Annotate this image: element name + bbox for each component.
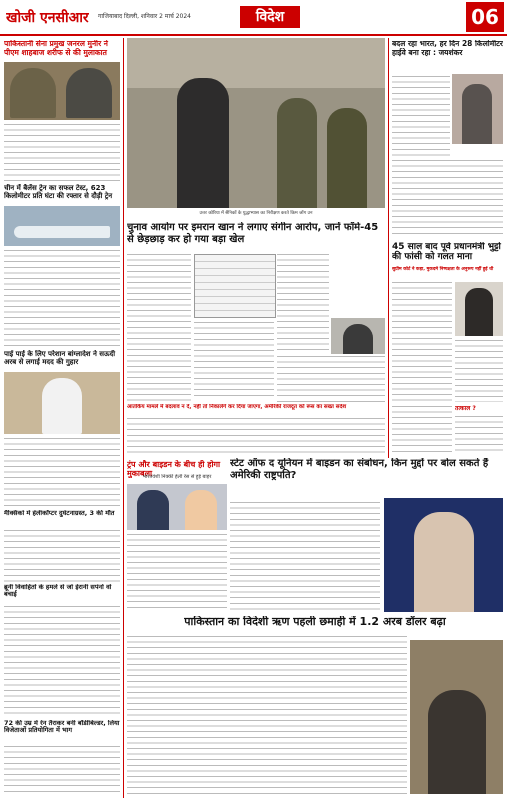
pak-debt-headline: पाकिस्तान का विदेशी ऋण पहली छमाही में 1.2 अरब डॉलर बढ़ा: [184, 616, 446, 628]
jaishankar-headline: बदल रहा भारत, हर दिन 28 किलोमीटर हाईवे बना रहा : जयशंकर: [392, 40, 503, 57]
story2-headline: चीन में बैलेंस ट्रेन का सफल टेस्ट, 623 किलोमीटर प्रति घंटा की रफ्तार से दौड़ी ट्रेन: [4, 184, 113, 201]
story4-body: [4, 528, 120, 582]
train-photo: [4, 206, 120, 246]
biden-photo: [384, 498, 503, 612]
jaishankar-body-1: [392, 74, 450, 156]
story1-photo: [4, 62, 120, 120]
imran-body-col1: [127, 252, 191, 402]
person-silhouette-4: [177, 78, 229, 208]
table-row: [195, 255, 275, 262]
person-silhouette-1: [10, 68, 56, 118]
section-label: विदेश: [240, 6, 300, 28]
imran-body-col3: [277, 252, 329, 352]
masthead-rule: [0, 34, 507, 36]
brand-name: खोजी एनसीआर: [6, 10, 89, 26]
table-row: [195, 276, 275, 283]
story6-body: [4, 744, 120, 796]
dateline: गाजियाबाद दिल्ली, शनिवार 2 मार्च 2024: [98, 13, 191, 20]
bhutto-headline: 45 साल बाद पूर्व प्रधानमंत्री भुट्टो की फांसी को गलत माना: [392, 242, 501, 263]
biden-body: [230, 500, 380, 612]
person-silhouette-10: [414, 512, 474, 612]
box-label: तत्काल ?: [455, 405, 476, 412]
person-silhouette-6: [327, 108, 367, 208]
person-silhouette-2: [66, 68, 112, 118]
table-row: [195, 304, 275, 311]
trump-body: [127, 532, 227, 612]
story5-body: [4, 604, 120, 716]
trump-subhead: भारतवंशी निक्की हेली रेस से हुई बाहर: [142, 474, 212, 480]
bhutto-body-2: [455, 338, 503, 402]
table-row: [195, 269, 275, 276]
bhutto-body-4: [455, 414, 503, 454]
russia-subhead: आतंकिय मामले में बदलाव न दें, नहीं तो निकालेंगे कर दिया जाएगा, अमेरिकी राजदूत को रूस का सख्त संदेश: [127, 404, 347, 410]
table-row: [195, 283, 275, 290]
train-shape: [14, 226, 110, 238]
story2-body: [4, 248, 120, 348]
column-divider-right: [388, 38, 389, 458]
bhutto-subhead: सुप्रीम कोर्ट ने कहा, मुकदमे निष्पक्षता के अनुरूप नहीं हुई थी: [392, 267, 494, 272]
story6-headline: 72 की उम्र में रेन तैराकर बनी बॉडीबिल्डर, लिया विजेताओं प्रतियोगिता में भाग: [4, 720, 120, 735]
haley-trump-photo: [127, 484, 227, 530]
story3-headline: पाई पाई के लिए परेशान बांग्लादेश ने सऊदी अरब से लगाई मदद की गुहार: [4, 350, 116, 367]
bhutto-photo: [455, 282, 503, 336]
story3-photo: [4, 372, 120, 434]
trump-headline: ट्रंप और बाइडन के बीच ही होगा मुकाबला: [127, 460, 221, 479]
biden-headline: स्टेट ऑफ द यूनियन में बाइडन का संबोधन, किन मुद्दों पर बोल सकते हैं अमेरिकी राष्ट्रपति?: [230, 458, 489, 481]
imran-body-col4: [277, 354, 385, 402]
imran-headline: चुनाव आयोग पर इमरान खान ने लगाए संगीन आरोप, जानें फॉर्म-45 से छेड़छाड़ कर हो गया बड़ा खेल: [127, 222, 379, 245]
russia-body: [127, 416, 385, 456]
person-silhouette-11: [428, 690, 486, 794]
person-silhouette-13: [465, 288, 493, 336]
story5-headline: ब्रूनी विवाहितों के हमले से जो ईरानी सपंनों वो बचाई: [4, 584, 112, 599]
pak-debt-body: [127, 634, 407, 796]
bhutto-body-3: [392, 404, 452, 454]
story4-headline: मैक्सिको में हेलीकॉप्टर दुर्घटनाग्रस्त, 3 की मौत: [4, 510, 115, 517]
table-row: [195, 297, 275, 304]
imran-body-col2: [194, 320, 274, 400]
person-silhouette-8: [137, 490, 169, 530]
shahbaz-photo: [410, 640, 503, 794]
table-row: [195, 290, 275, 297]
story1-body: [4, 122, 120, 182]
person-silhouette-5: [277, 98, 317, 208]
form45-table: [194, 254, 276, 318]
bhutto-body-1: [392, 280, 452, 402]
photo-caption: उत्तर कोरिया में सैनिकों के युद्धाभ्यास का निरीक्षण करते किम जोंग उन: [199, 211, 313, 216]
person-silhouette-12: [462, 84, 492, 144]
jaishankar-body-2: [392, 158, 503, 238]
column-divider-left: [123, 38, 124, 798]
page-number: 06: [466, 2, 504, 32]
person-silhouette-3: [42, 378, 82, 434]
kim-military-photo: [127, 38, 385, 208]
story1-headline: पाकिस्तानी सेना प्रमुख जनरल मुनीर ने पीएम शाहबाज शरीफ से की मुलाकात: [4, 40, 108, 57]
photo-sky: [127, 38, 385, 88]
table-row: [195, 262, 275, 269]
jaishankar-photo: [452, 74, 503, 144]
story3-body: [4, 436, 120, 508]
person-silhouette-9: [185, 490, 217, 530]
